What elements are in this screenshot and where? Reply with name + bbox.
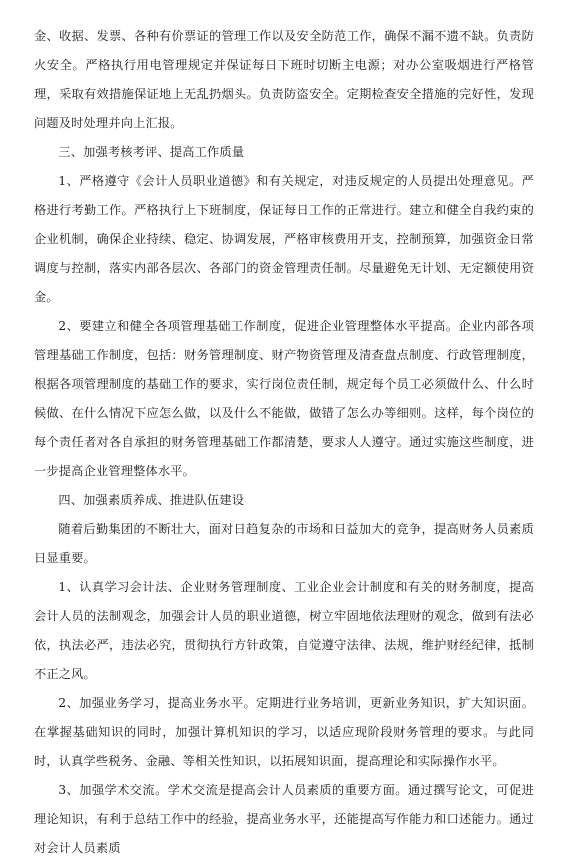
paragraph-3-2: 2、要建立和健全各项管理基础工作制度，促进企业管理整体水平提高。企业内部各项管理基础工作制度，包括：财务管理制度、财产物资管理及清查盘点制度、行政管理制度，根据各项管理制度的基础工作的要求，实行岗位责任制，规定每个员工必须做什么、什么时候做、在什么情况下应怎么做，以及什么不能做，做错了怎么办等细则。这样，每个岗位的每个责任者对各自承担的财务管理基础工作都清楚，要求人人遵守。通过实施这些制度，进一步提高企业管理整体水平。 <box>34 319 534 478</box>
paragraph-4-1: 1、认真学习会计法、企业财务管理制度、工业企业会计制度和有关的财务制度，提高会计人员的法制观念，加强会计人员的职业道德，树立牢固地依法理财的观念，做到有法必依，执法必严，违法必究，贯彻执行方针政策，自觉遵守法律、法规，维护财经纪律，抵制不正之风。 <box>34 580 534 681</box>
section-heading-3: 三、加强考核考评、提高工作质量 <box>58 145 245 159</box>
section-heading-4: 四、加强素质养成、推进队伍建设 <box>58 493 245 507</box>
paragraph-intro: 金、收据、发票、各种有价票证的管理工作以及安全防范工作，确保不漏不遗不缺。负责防火安全。严格执行用电管理规定并保证每日下班时切断主电源；对办公室吸烟进行严格管理，采取有效措施保证地上无乱扔烟头。负责防盗安全。定期检查安全措施的完好性，发现问题及时处理并向上汇报。 <box>34 29 534 130</box>
paragraph-3-1: 1、严格遵守《会计人员职业道德》和有关规定，对违反规定的人员提出处理意见。严格进行考勤工作。严格执行上下班制度，保证每日工作的正常进行。建立和健全自我约束的企业机制，确保企业持续、稳定、协调发展，严格审核费用开支，控制预算，加强资金日常调度与控制，落实内部各层次、各部门的资金管理责任制。尽量避免无计划、无定额使用资金。 <box>34 174 534 304</box>
paragraph-4-2: 2、加强业务学习，提高业务水平。定期进行业务培训，更新业务知识，扩大知识面。在掌握基础知识的同时，加强计算机知识的学习，以适应现阶段财务管理的要求。与此同时，认真学些税务、金融、等相关性知识，以拓展知识面，提高理论和实际操作水平。 <box>34 696 534 768</box>
paragraph-4-intro: 随着后勤集团的不断壮大，面对日趋复杂的市场和日益加大的竞争，提高财务人员素质日显重要。 <box>34 522 534 565</box>
paragraph-4-3: 3、加强学术交流。学术交流是提高会计人员素质的重要方面。通过撰写论文，可促进理论知识，有利于总结工作中的经验，提高业务水平，还能提高写作能力和口述能力。通过对会计人员素质 <box>34 783 534 855</box>
